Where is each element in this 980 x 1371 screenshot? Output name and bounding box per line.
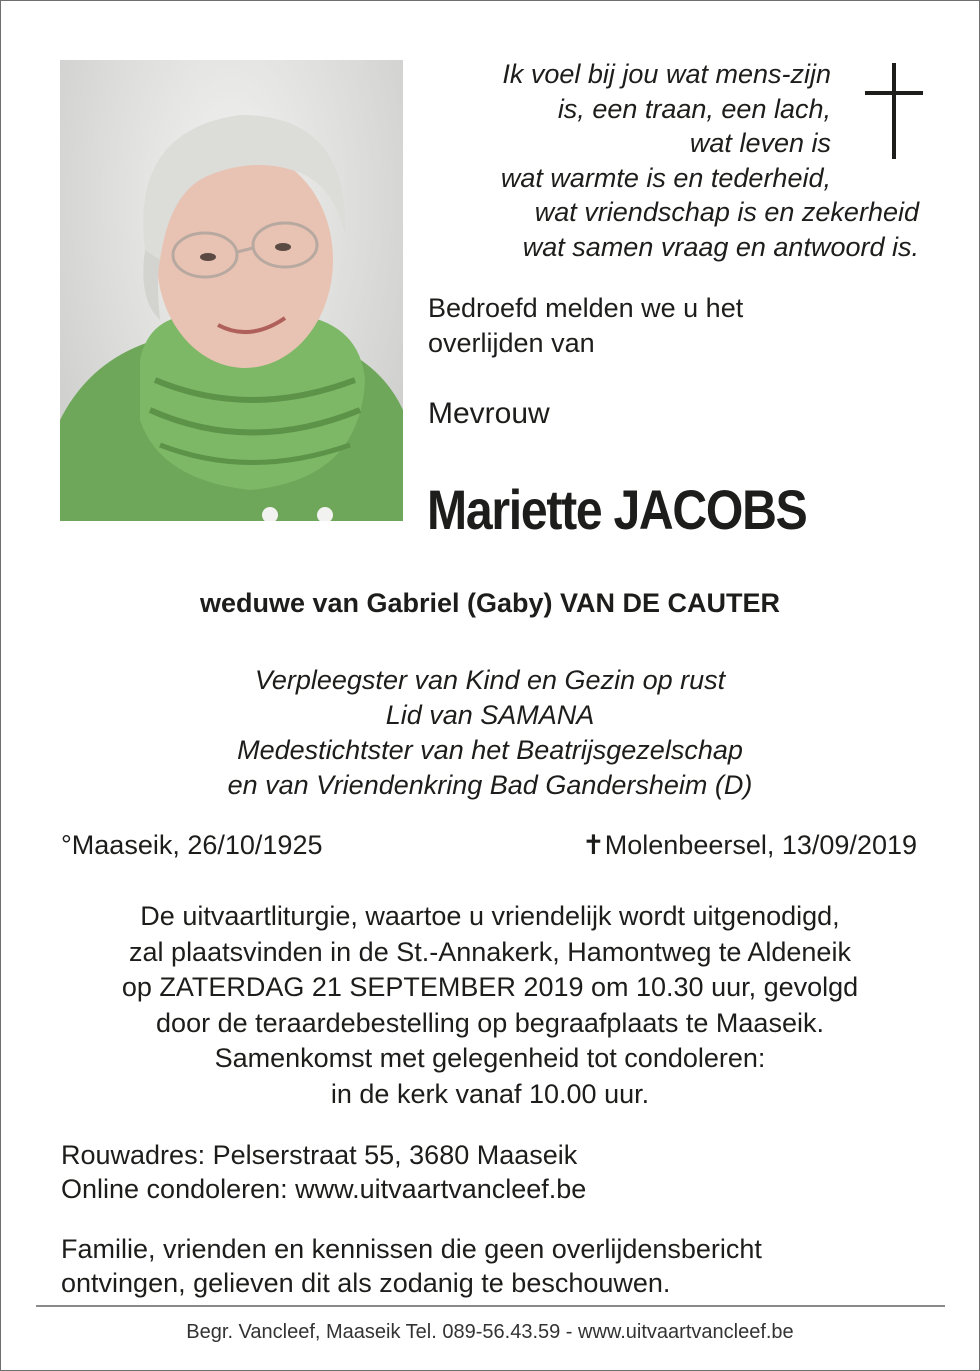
footer-undertaker: Begr. Vancleef, Maaseik Tel. 089-56.43.59 - www.uitvaartvancleef.be	[186, 1321, 794, 1343]
poem-line: Ik voel bij jou wat mens-zijn	[502, 59, 831, 89]
mourning-address: Rouwadres: Pelserstraat 55, 3680 Maaseik	[61, 1140, 578, 1170]
role-line: Medestichtster van het Beatrijsgezelschap	[237, 735, 743, 765]
poem-line: is, een traan, een lach,	[557, 93, 831, 124]
poem-line: wat warmte is en tederheid,	[500, 162, 831, 193]
role-line: Lid van SAMANA	[385, 700, 595, 730]
poem-line: wat vriendschap is en zekerheid	[534, 197, 919, 227]
poem-line: wat leven is	[689, 128, 831, 158]
notice-text	[61, 1232, 762, 1300]
funeral-line: door de teraardebestelling op begraafplaats te Maaseik.	[156, 1007, 824, 1038]
poem-line: wat samen vraag en antwoord is.	[522, 231, 919, 262]
divider	[36, 1305, 945, 1307]
address-block	[61, 1138, 586, 1206]
intro-text	[428, 291, 743, 361]
portrait-photo	[60, 60, 403, 521]
intro-line: Bedroefd melden we u het	[428, 293, 744, 323]
funeral-line: op ZATERDAG 21 SEPTEMBER 2019 om 10.30 uur, gevolgd	[121, 972, 859, 1002]
roles	[1, 663, 979, 803]
intro-line: overlijden van	[428, 328, 595, 358]
cross-icon	[865, 63, 923, 159]
notice-line: ontvingen, gelieven dit als zodanig te beschouwen.	[61, 1268, 671, 1298]
spouse-line: weduwe van Gabriel (Gaby) VAN DE CAUTER	[199, 588, 781, 618]
online-condolence: Online condoleren: www.uitvaartvancleef.be	[61, 1174, 587, 1204]
poem	[421, 57, 919, 264]
salutation: Mevrouw	[428, 397, 550, 430]
funeral-line: De uitvaartliturgie, waartoe u vriendelijk wordt uitgenodigd,	[140, 901, 840, 931]
deceased-name: Mariette JACOBS	[427, 478, 807, 541]
birth-info: °Maaseik, 26/10/1925	[61, 830, 323, 860]
funeral-details	[1, 899, 979, 1112]
portrait-icon	[60, 60, 403, 521]
funeral-line: in de kerk vanaf 10.00 uur.	[330, 1078, 650, 1109]
role-line: en van Vriendenkring Bad Gandersheim (D)	[227, 770, 753, 800]
notice-line: Familie, vrienden en kennissen die geen overlijdensbericht	[61, 1234, 762, 1264]
death-info: ✝Molenbeersel, 13/09/2019	[582, 830, 917, 860]
funeral-line: Samenkomst met gelegenheid tot condoleren:	[214, 1043, 766, 1073]
funeral-line: zal plaatsvinden in de St.-Annakerk, Hamontweg te Aldeneik	[129, 936, 851, 967]
role-line: Verpleegster van Kind en Gezin op rust	[254, 665, 726, 695]
